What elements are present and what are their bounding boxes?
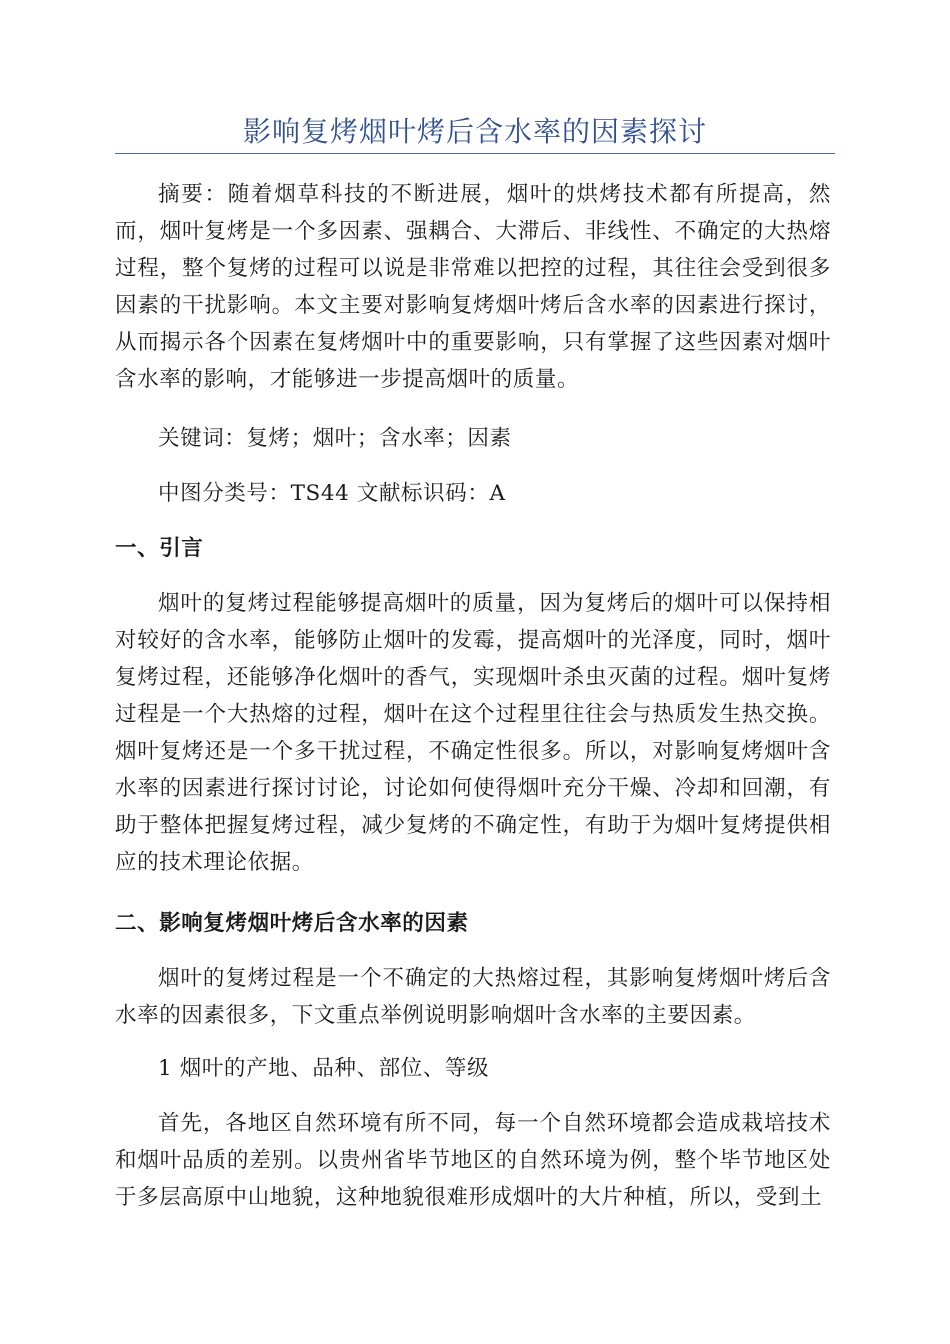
keywords-line: 关键词：复烤；烟叶；含水率；因素 xyxy=(158,426,512,451)
title-underline xyxy=(115,153,835,154)
abstract-paragraph: 摘要：随着烟草科技的不断进展，烟叶的烘烤技术都有所提高，然而，烟叶复烤是一个多因素、强耦合、大滞后、非线性、不确定的大热熔过程，整个复烤的过程可以说是非常难以把控的过程，其往往会受到很多因素的干扰影响。本文主要对影响复烤烟叶烤后含水率的因素进行探讨，从而揭示各个因素在复烤烟叶中的重要影响，只有掌握了这些因素对烟叶含水率的影响，才能够进一步提高烟叶的质量。 xyxy=(115,182,831,392)
origin-paragraph: 首先，各地区自然环境有所不同，每一个自然环境都会造成栽培技术和烟叶品质的差别。以贵州省毕节地区的自然环境为例，整个毕节地区处于多层高原中山地貌，这种地貌很难形成烟叶的大片种植，所以，受到土 xyxy=(115,1111,831,1210)
introduction-paragraph: 烟叶的复烤过程能够提高烟叶的质量，因为复烤后的烟叶可以保持相对较好的含水率，能够防止烟叶的发霉，提高烟叶的光泽度，同时，烟叶复烤过程，还能够净化烟叶的香气，实现烟叶杀虫灭菌的过程。烟叶复烤过程是一个大热熔的过程，烟叶在这个过程里往往会与热质发生热交换。烟叶复烤还是一个多干扰过程，不确定性很多。所以，对影响复烤烟叶含水率的因素进行探讨讨论，讨论如何使得烟叶充分干燥、冷却和回潮，有助于整体把握复烤过程，减少复烤的不确定性，有助于为烟叶复烤提供相应的技术理论依据。 xyxy=(115,591,831,875)
factors-intro-paragraph: 烟叶的复烤过程是一个不确定的大热熔过程，其影响复烤烟叶烤后含水率的因素很多，下文重点举例说明影响烟叶含水率的主要因素。 xyxy=(115,966,831,1028)
section-heading-factors: 二、影响复烤烟叶烤后含水率的因素 xyxy=(115,911,469,936)
document-title: 影响复烤烟叶烤后含水率的因素探讨 xyxy=(242,115,707,148)
subsection-heading-origin: 1 烟叶的产地、品种、部位、等级 xyxy=(158,1056,490,1081)
classification-line: 中图分类号：TS44 文献标识码：A xyxy=(158,481,506,506)
section-heading-introduction: 一、引言 xyxy=(115,536,204,561)
